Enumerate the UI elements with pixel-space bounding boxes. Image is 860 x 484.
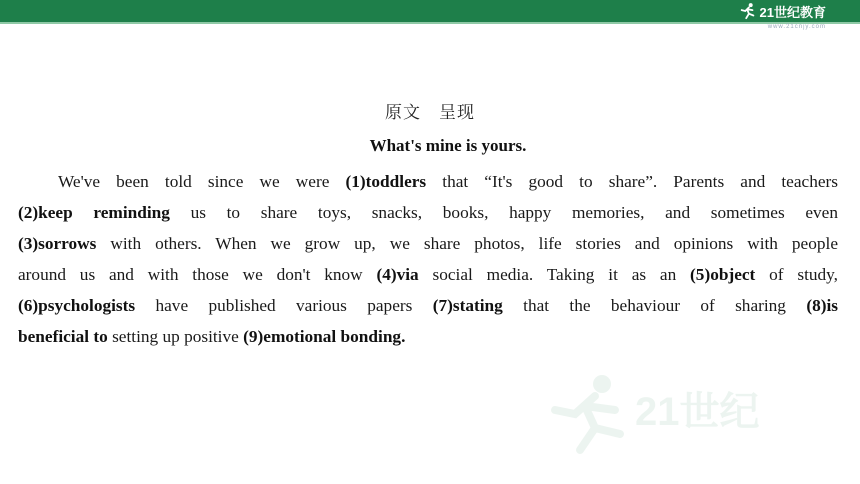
highlight-phrase: (4)via <box>376 265 419 284</box>
svg-text:21世纪: 21世纪 <box>635 390 760 434</box>
highlight-phrase: (5)object <box>690 265 756 284</box>
passage-text: of study, <box>755 265 838 284</box>
passage-line <box>18 197 838 228</box>
brand-logo <box>739 1 826 21</box>
highlight-phrase: (1)toddlers <box>345 172 427 191</box>
passage-text: us to share toys, snacks, books, happy memories, and sometimes even <box>169 203 838 222</box>
highlight-phrase: (9)emotional bonding. <box>243 327 406 346</box>
passage-line <box>18 259 838 290</box>
heading-right: 呈现 <box>439 103 475 122</box>
runner-logo-icon <box>739 2 757 20</box>
passage-text: around us and with those we don't know <box>18 265 377 284</box>
passage-text: have published various papers <box>135 296 433 315</box>
top-bar <box>0 0 860 22</box>
highlight-phrase: (7)stating <box>432 296 503 315</box>
passage-line <box>18 166 838 197</box>
passage-title: What's mine is yours. <box>369 136 527 155</box>
watermark-logo-icon <box>540 370 840 460</box>
passage-text: with others. When we grow up, we share photos, life stories and opinions with people <box>96 234 838 253</box>
highlight-phrase: (2)keep reminding <box>18 203 170 222</box>
passage-body <box>18 166 838 352</box>
passage-text: social media. Taking it as an <box>418 265 691 284</box>
passage-text: that the behaviour of sharing <box>502 296 807 315</box>
logo-subtitle: www.21cnjy.com <box>767 24 826 30</box>
passage-text: setting up positive <box>107 327 244 346</box>
passage-line <box>18 321 838 352</box>
top-bar-accent <box>0 22 860 24</box>
highlight-phrase: (3)sorrows <box>18 234 97 253</box>
highlight-phrase: (6)psychologists <box>18 296 136 315</box>
highlight-phrase: (8)is <box>806 296 838 315</box>
highlight-phrase: beneficial to <box>18 327 108 346</box>
passage-text: that “It's good to share”. Parents and teachers <box>426 172 838 191</box>
logo-text: 21世纪教育 <box>759 4 826 20</box>
passage-text: We've been told since we were <box>58 172 346 191</box>
passage-line <box>18 228 838 259</box>
passage-line <box>18 290 838 321</box>
heading-left: 原文 <box>385 103 421 122</box>
section-heading <box>0 98 860 123</box>
